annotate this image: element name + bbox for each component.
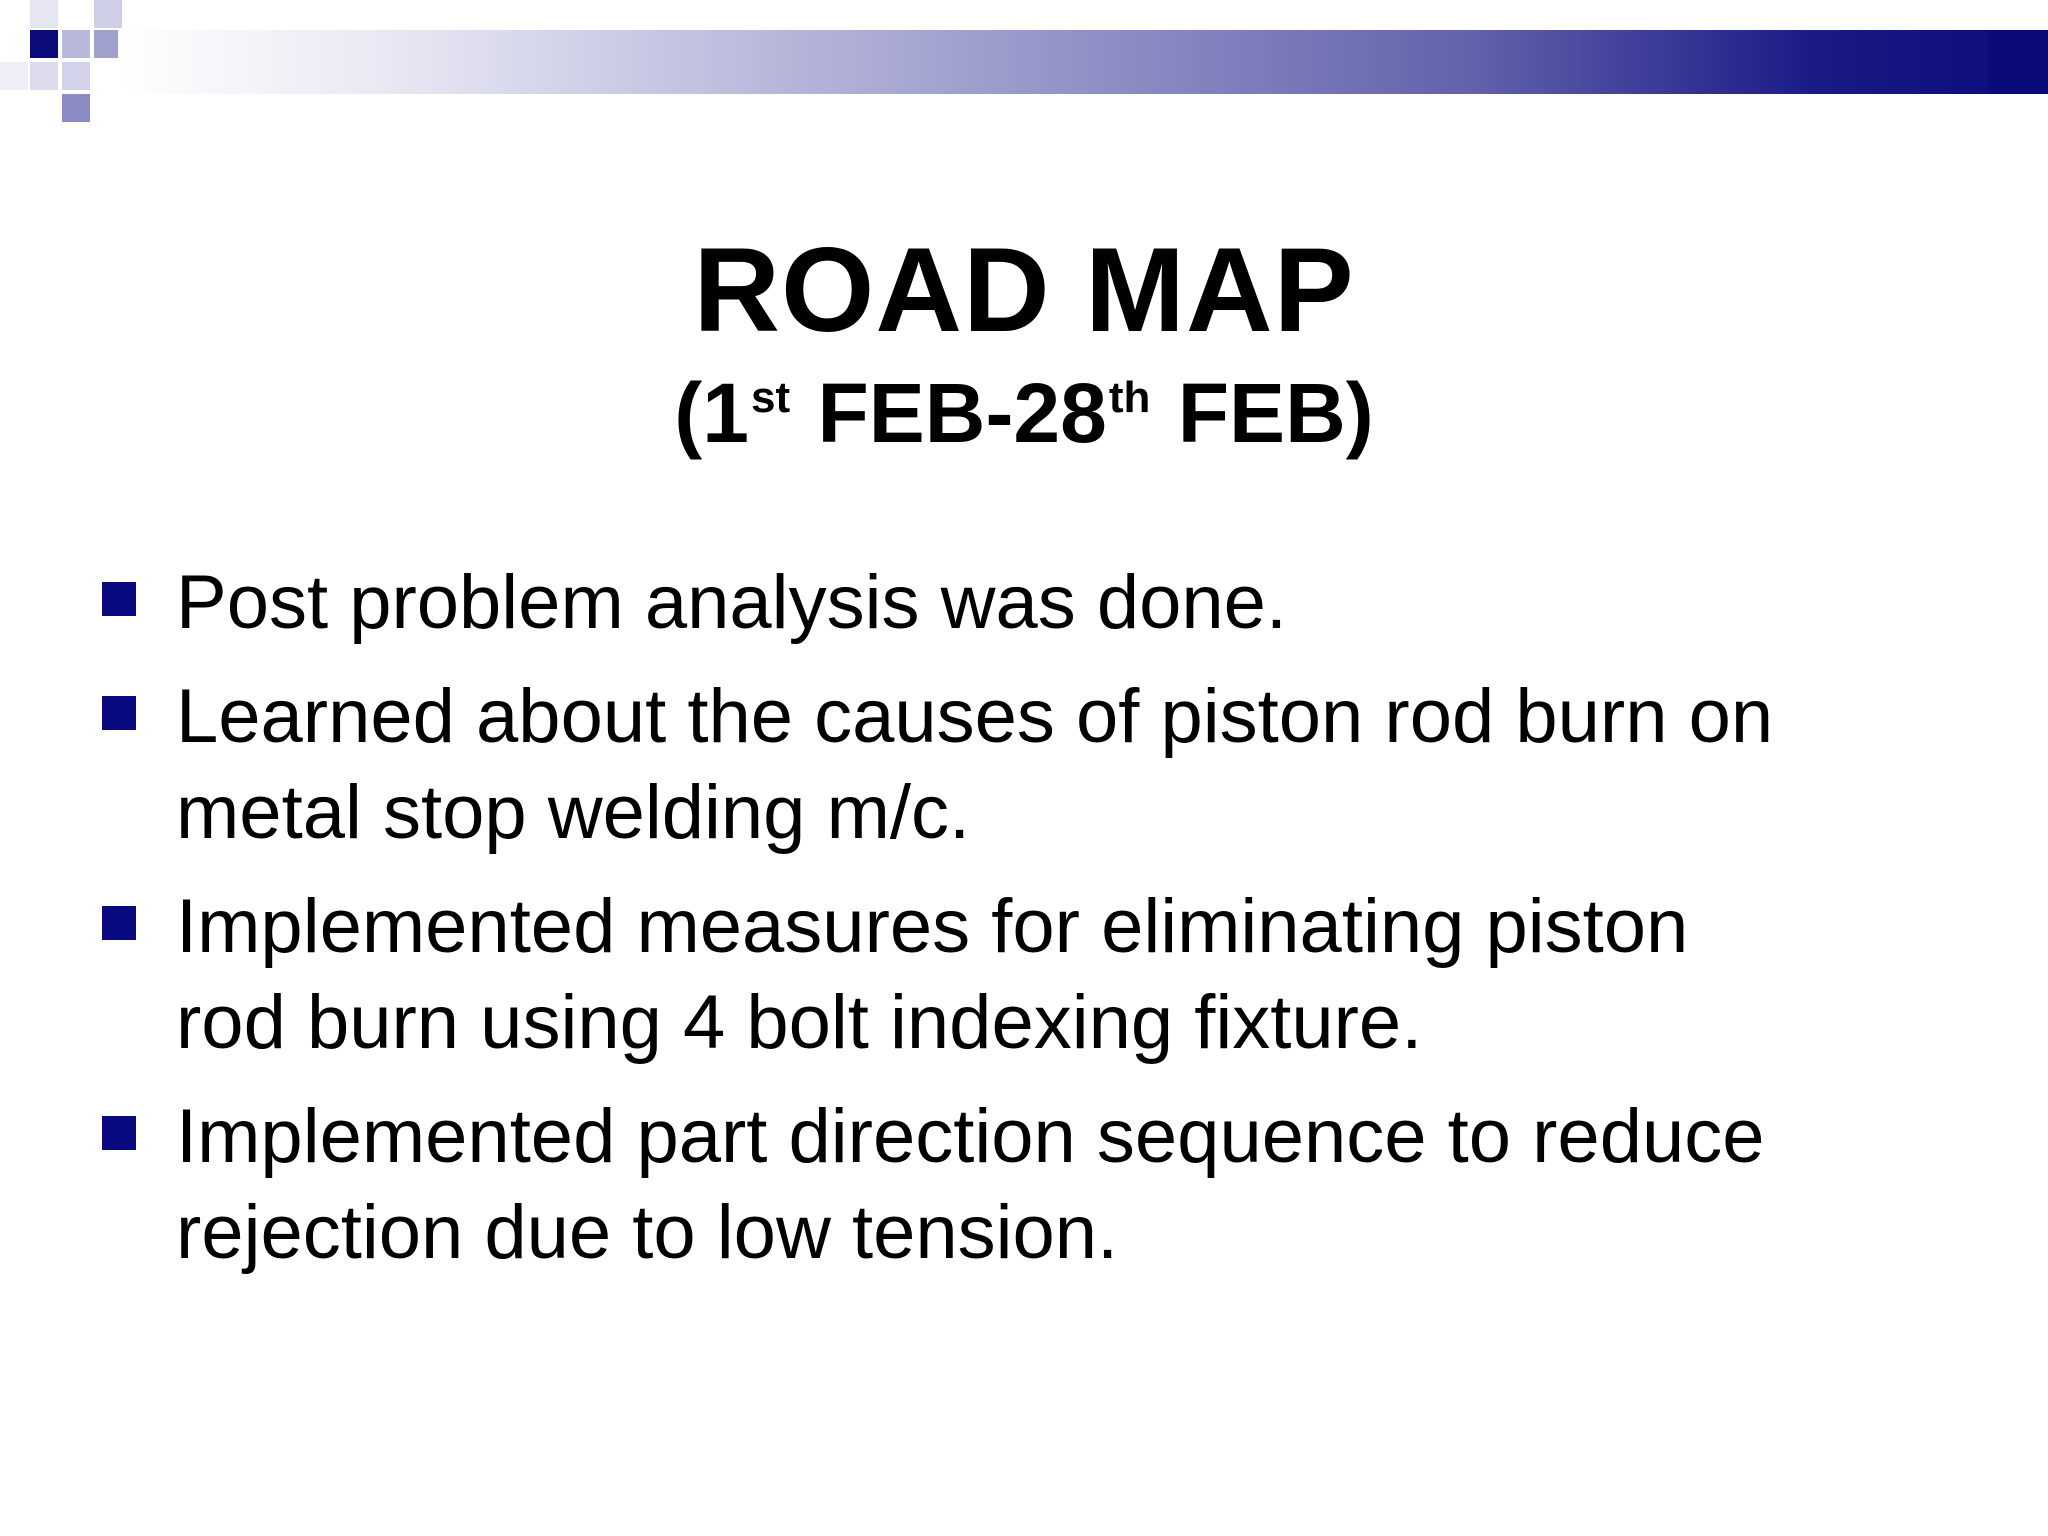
slide-title: ROAD MAP: [693, 223, 1355, 357]
square-bullet-icon: [102, 582, 136, 616]
square-bullet-icon: [102, 696, 136, 730]
subtitle-sup-th: th: [1108, 373, 1151, 422]
decorative-square: [30, 30, 58, 58]
bullet-text-line: Implemented part direction sequence to reduce: [176, 1094, 1765, 1179]
square-bullet-icon: [102, 1116, 136, 1150]
decorative-square: [0, 62, 28, 90]
subtitle-sup-st: st: [750, 373, 791, 422]
decorative-square: [62, 94, 90, 122]
title-block: [0, 225, 2048, 463]
bullet-text-line: rejection due to low tension.: [176, 1190, 1119, 1275]
decorative-square: [30, 62, 58, 90]
bullet-text-line: metal stop welding m/c.: [176, 770, 971, 855]
bullet-list: [100, 555, 2000, 1299]
slide-subtitle: [0, 363, 2048, 463]
subtitle-middle: FEB-28: [794, 366, 1107, 460]
bullet-item: [100, 879, 2000, 1071]
header-gradient-bar: [118, 30, 2048, 94]
bullet-item: [100, 555, 2000, 651]
decorative-square: [94, 0, 122, 28]
square-bullet-icon: [102, 906, 136, 940]
bullet-item: [100, 669, 2000, 861]
bullet-text-line: Learned about the causes of piston rod burn on: [176, 674, 1774, 759]
decorative-square: [30, 0, 58, 28]
bullet-text-line: Post problem analysis was done.: [176, 560, 1288, 645]
header-bar-end: [1988, 30, 2048, 94]
decorative-square: [62, 62, 90, 90]
bullet-text-line: rod burn using 4 bolt indexing fixture.: [176, 980, 1423, 1065]
decorative-square: [62, 30, 90, 58]
bullet-text-line: Implemented measures for eliminating piston: [176, 884, 1689, 969]
bullet-item: [100, 1089, 2000, 1281]
subtitle-start: (1: [674, 366, 749, 460]
subtitle-end: FEB): [1154, 366, 1374, 460]
